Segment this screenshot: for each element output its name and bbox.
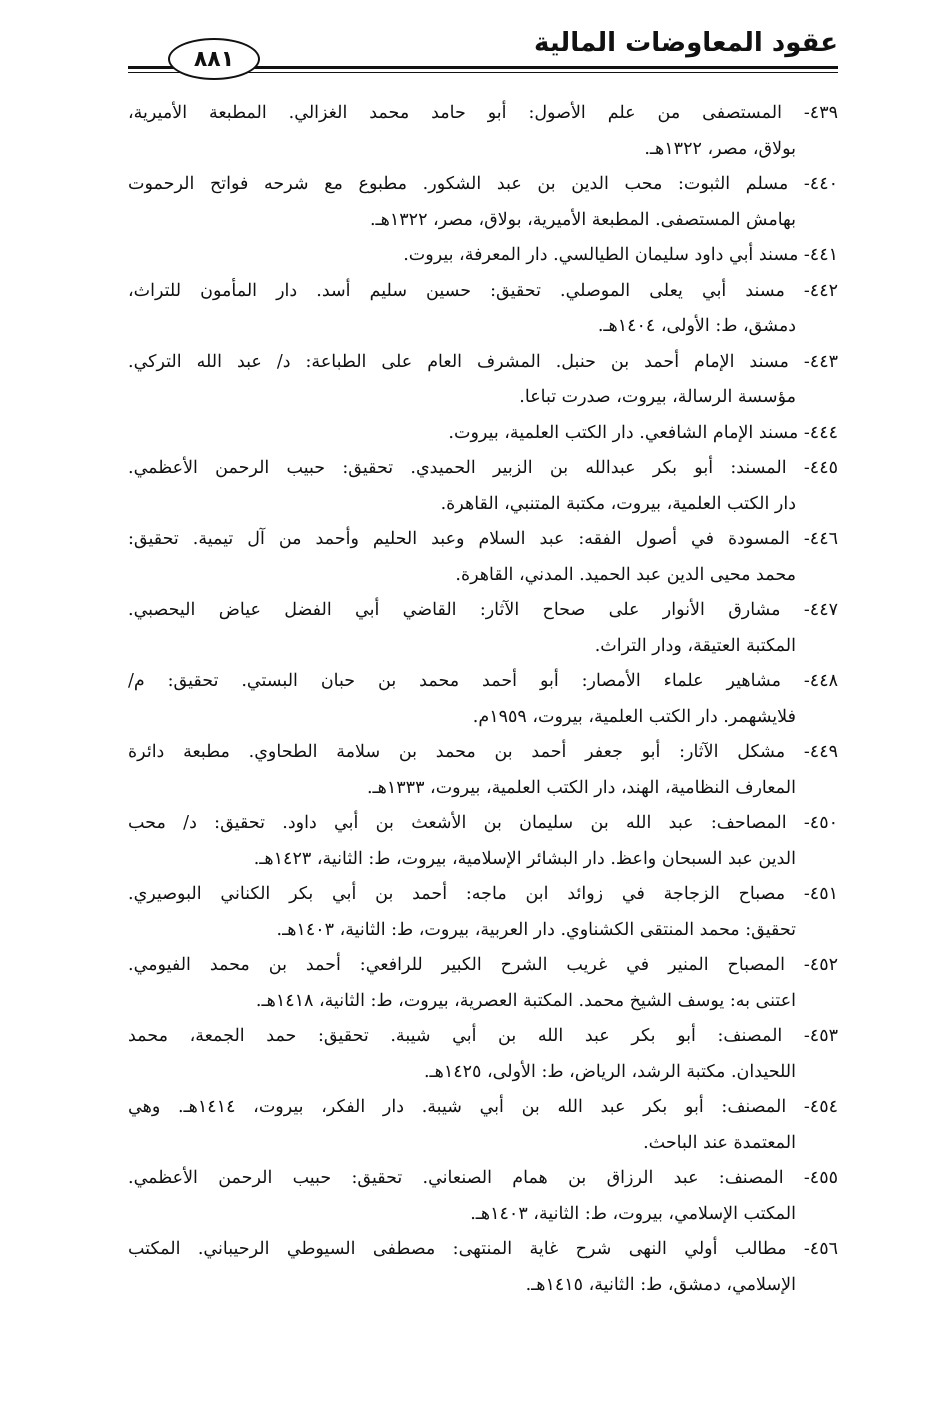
bibliography-entry <box>128 416 838 452</box>
bibliography-entry <box>128 274 838 345</box>
entry-first-line: ٤٤٩- مشكل الآثار: أبو جعفر أحمد بن محمد بن سلامة الطحاوي. مطبعة دائرة <box>128 742 838 762</box>
entry-continuation-line: بولاق، مصر، ١٣٢٢هـ. <box>644 138 796 159</box>
entry-first-line: ٤٤٢- مسند أبي يعلى الموصلي. تحقيق: حسين سليم أسد. دار المأمون للتراث، <box>128 280 838 301</box>
entry-first-line: ٤٤٣- مسند الإمام أحمد بن حنبل. المشرف العام على الطباعة: د/ عبد الله التركي. <box>128 351 838 372</box>
bibliography-entry <box>128 1232 838 1303</box>
entry-first-line: ٤٤٨- مشاهير علماء الأمصار: أبو أحمد محمد بن حبان البستي. تحقيق: م/ <box>128 671 838 691</box>
entry-first-line: ٤٥٢- المصباح المنير في غريب الشرح الكبير للرافعي: أحمد بن محمد الفيومي. <box>128 955 838 975</box>
bibliography-entry <box>128 1161 838 1232</box>
bibliography-entry <box>128 451 838 522</box>
bibliography-entry <box>128 593 838 664</box>
entry-first-line: ٤٤٤- مسند الإمام الشافعي. دار الكتب العلمية، بيروت. <box>448 422 838 443</box>
entry-continuation-line: المعتمدة عند الباحث. <box>643 1132 796 1153</box>
bibliography-entry <box>128 806 838 877</box>
entry-continuation-line: اعتنى به: يوسف الشيخ محمد. المكتبة العصرية، بيروت، ط: الثانية، ١٤١٨هـ. <box>255 990 796 1011</box>
entry-continuation-line: المكتب الإسلامي، بيروت، ط: الثانية، ١٤٠٣هـ. <box>470 1203 796 1224</box>
bibliography-entry <box>128 522 838 593</box>
entry-first-line: ٤٤٦- المسودة في أصول الفقه: عبد السلام وعبد الحليم وأحمد من آل تيمية. تحقيق: <box>128 529 838 549</box>
entry-first-line: ٤٣٩- المستصفى من علم الأصول: أبو حامد محمد الغزالي. المطبعة الأميرية، <box>128 103 838 123</box>
entry-first-line: ٤٤٧- مشارق الأنوار على صحاح الآثار: القاضي أبي الفضل عياض اليحصبي. <box>128 600 838 620</box>
entry-first-line: ٤٤٥- المسند: أبو بكر عبدالله بن الزبير الحميدي. تحقيق: حبيب الرحمن الأعظمي. <box>128 458 838 478</box>
bibliography-entry <box>128 167 838 238</box>
entry-continuation-line: بهامش المستصفى. المطبعة الأميرية، بولاق، مصر، ١٣٢٢هـ. <box>369 209 796 230</box>
entry-continuation-line: اللحيدان. مكتبة الرشد، الرياض، ط: الأولى، ١٤٢٥هـ. <box>423 1061 796 1082</box>
entry-continuation-line: محمد محيى الدين عبد الحميد. المدني، القاهرة. <box>455 564 796 585</box>
bibliography-entry <box>128 1090 838 1161</box>
entry-first-line: ٤٥٠- المصاحف: عبد الله بن سليمان بن الأشعث بن أبي داود. تحقيق: د/ محب <box>128 813 838 833</box>
bibliography-entry <box>128 877 838 948</box>
entry-continuation-line: الدين عبد السبحان واعظ. دار البشائر الإسلامية، بيروت، ط: الثانية، ١٤٢٣هـ. <box>253 848 796 869</box>
entry-continuation-line: المكتبة العتيقة، ودار التراث. <box>594 635 796 656</box>
bibliography-entry <box>128 96 838 167</box>
entry-continuation-line: تحقيق: محمد المنتقى الكشناوي. دار العربية، بيروت، ط: الثانية، ١٤٠٣هـ. <box>276 919 796 940</box>
bibliography-entry <box>128 735 838 806</box>
entry-continuation-line: فلايشهمر. دار الكتب العلمية، بيروت، ١٩٥٩م. <box>472 706 796 727</box>
page-number: ٨٨١ <box>168 38 260 80</box>
bibliography-entry <box>128 948 838 1019</box>
entry-continuation-line: الإسلامي، دمشق، ط: الثانية، ١٤١٥هـ. <box>525 1274 796 1295</box>
entry-first-line: ٤٤١- مسند أبي داود سليمان الطيالسي. دار المعرفة، بيروت. <box>403 245 838 265</box>
entry-first-line: ٤٤٠- مسلم الثبوت: محب الدين بن عبد الشكور. مطبوع مع شرحه فواتح الرحموت <box>128 174 838 194</box>
bibliography-list <box>128 96 838 1303</box>
entry-first-line: ٤٥٦- مطالب أولي النهى شرح غاية المنتهى: مصطفى السيوطي الرحيباني. المكتب <box>128 1239 838 1259</box>
entry-first-line: ٤٥٥- المصنف: عبد الرزاق بن همام الصنعاني. تحقيق: حبيب الرحمن الأعظمي. <box>128 1168 838 1188</box>
bibliography-entry <box>128 1019 838 1090</box>
bibliography-entry <box>128 345 838 416</box>
entry-continuation-line: دمشق، ط: الأولى، ١٤٠٤هـ. <box>597 316 796 336</box>
entry-continuation-line: المعارف النظامية، الهند، دار الكتب العلمية، بيروت، ١٣٣٣هـ. <box>366 777 796 798</box>
entry-first-line: ٤٥٣- المصنف: أبو بكر عبد الله بن أبي شيبة. تحقيق: حمد الجمعة، محمد <box>128 1026 838 1046</box>
bibliography-entry <box>128 238 838 274</box>
running-title: عقود المعاوضات المالية <box>534 28 838 58</box>
page-header <box>128 22 838 74</box>
entry-first-line: ٤٥٤- المصنف: أبو بكر عبد الله بن أبي شيبة. دار الفكر، بيروت، ١٤١٤هـ. وهي <box>128 1097 838 1117</box>
entry-first-line: ٤٥١- مصباح الزجاجة في زوائد ابن ماجه: أحمد بن أبي بكر الكناني البوصيري. <box>128 884 838 904</box>
entry-continuation-line: مؤسسة الرسالة، بيروت، صدرت تباعا. <box>519 387 796 407</box>
entry-continuation-line: دار الكتب العلمية، بيروت، مكتبة المتنبي، القاهرة. <box>440 493 796 514</box>
bibliography-entry <box>128 664 838 735</box>
